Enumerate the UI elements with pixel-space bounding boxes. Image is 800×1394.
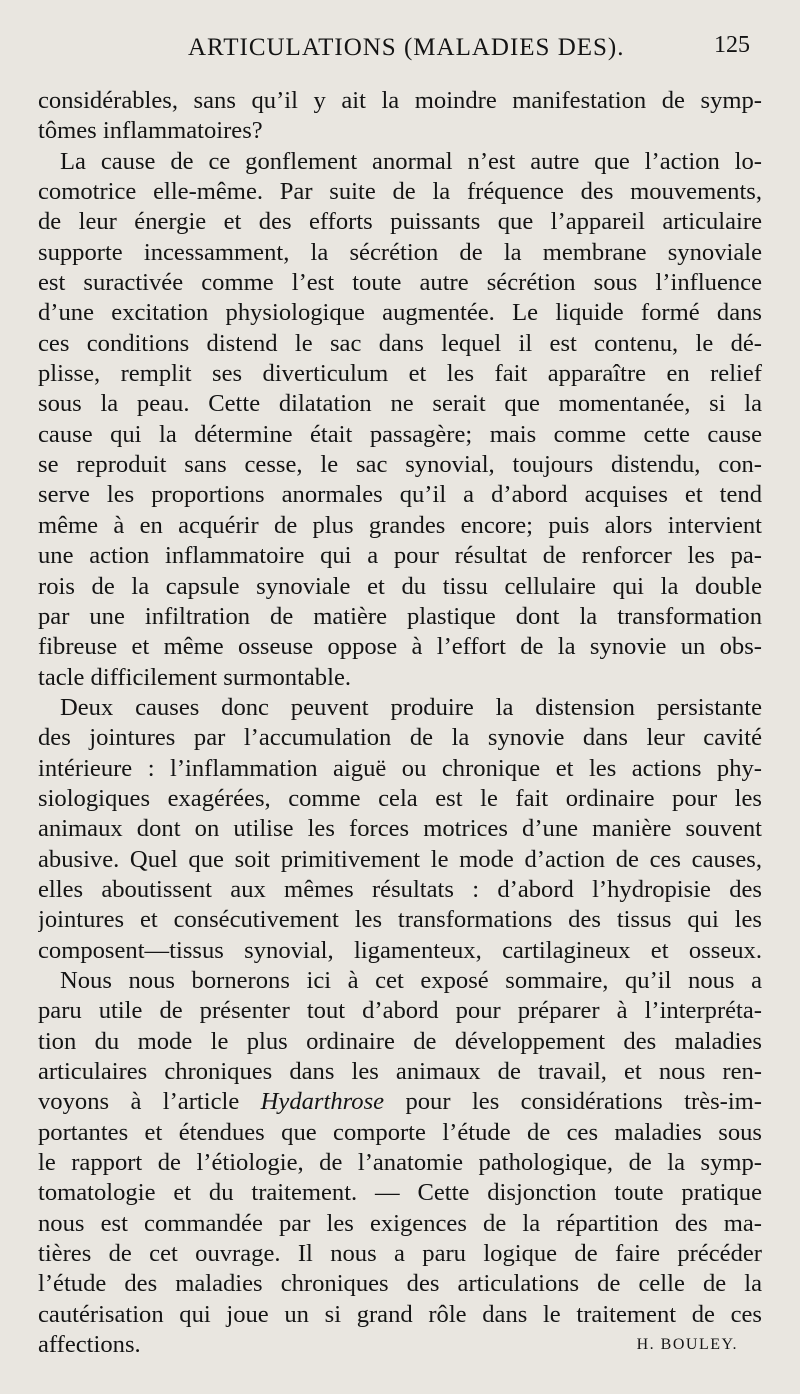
- text-line: abusive. Quel que soit primitivement le mode d’action de ces causes,: [38, 845, 762, 873]
- text-line: composent—tissus synovial, ligamenteux, cartilagineux et osseux.: [38, 936, 762, 964]
- text-line: se reproduit sans cesse, le sac synovial, toujours distendu, con-: [38, 451, 762, 479]
- text-line: siologiques exagérées, comme cela est le fait ordinaire pour les: [38, 784, 762, 812]
- text-line-with-italic: [38, 1087, 762, 1117]
- paragraph-start-line: La cause de ce gonflement anormal n’est autre que l’action lo-: [60, 147, 762, 175]
- page-header: [38, 30, 762, 78]
- text-line: une action inflammatoire qui a pour résultat de renforcer les pa-: [38, 542, 762, 570]
- text-line: considérables, sans qu’il y ait la moindre manifestation de symp-: [38, 87, 762, 114]
- text-line: tômes inflammatoires?: [38, 117, 263, 145]
- final-text: affections.: [38, 1331, 141, 1359]
- text-line: articulaires chroniques dans les animaux de travail, et nous ren-: [38, 1058, 762, 1085]
- text-line: comotrice elle-même. Par suite de la fréquence des mouvements,: [38, 178, 762, 206]
- text-line: tomatologie et du traitement. — Cette disjonction toute pratique: [38, 1179, 762, 1207]
- text-line: est suractivée comme l’est toute autre sécrétion sous l’influence: [38, 269, 762, 297]
- text-line: intérieure : l’inflammation aiguë ou chronique et les actions phy-: [38, 754, 762, 782]
- text-line: jointures et consécutivement les transformations des tissus qui les: [38, 906, 762, 934]
- text-line: sous la peau. Cette dilatation ne serait que momentanée, si la: [38, 390, 762, 418]
- text-line: portantes et étendues que comporte l’étude de ces maladies sous: [38, 1118, 762, 1146]
- text-line: tion du mode le plus ordinaire de développement des maladies: [38, 1027, 762, 1055]
- paragraph-start-line: Deux causes donc peuvent produire la distension persistante: [60, 693, 762, 721]
- text-line: plisse, remplit ses diverticulum et les fait apparaître en relief: [38, 360, 762, 388]
- text-line: rois de la capsule synoviale et du tissu cellulaire qui la double: [38, 572, 762, 600]
- text-line: ces conditions distend le sac dans lequel il est contenu, le dé-: [38, 329, 762, 357]
- text-line: supporte incessamment, la sécrétion de la membrane synoviale: [38, 238, 762, 266]
- text-line: tières de cet ouvrage. Il nous a paru logique de faire précéder: [38, 1240, 762, 1268]
- text-line: l’étude des maladies chroniques des articulations de celle de la: [38, 1270, 762, 1298]
- text-line: de leur énergie et des efforts puissants que l’appareil articulaire: [38, 208, 762, 236]
- text-line: fibreuse et même osseuse oppose à l’effort de la synovie un obs-: [38, 633, 762, 661]
- text-line: serve les proportions anormales qu’il a d’abord acquises et tend: [38, 481, 762, 509]
- text-line: elles aboutissent aux mêmes résultats : d’abord l’hydropisie des: [38, 875, 762, 903]
- body-text: [38, 86, 762, 1360]
- text-line: cause qui la détermine était passagère; mais comme cette cause: [38, 420, 762, 448]
- text-line: par une infiltration de matière plastique dont la transformation: [38, 602, 762, 630]
- page-number: 125: [714, 32, 750, 58]
- text-segment: pour les considérations très-im-: [384, 1088, 762, 1116]
- text-line: même à en acquérir de plus grandes encore; puis alors intervient: [38, 511, 762, 539]
- text-line: paru utile de présenter tout d’abord pour préparer à l’interpréta-: [38, 997, 762, 1025]
- text-line: cautérisation qui joue un si grand rôle dans le traitement de ces: [38, 1300, 762, 1328]
- paragraph-start-line: Nous nous bornerons ici à cet exposé sommaire, qu’il nous a: [60, 966, 762, 994]
- text-segment: voyons à l’article: [38, 1088, 261, 1116]
- text-line: le rapport de l’étiologie, de l’anatomie pathologique, de la symp-: [38, 1149, 762, 1177]
- author-signature: H. BOULEY.: [636, 1336, 738, 1354]
- text-line: animaux dont on utilise les forces motrices d’une manière souvent: [38, 815, 762, 843]
- text-line: des jointures par l’accumulation de la synovie dans leur cavité: [38, 724, 762, 752]
- text-line: tacle difficilement surmontable.: [38, 663, 352, 691]
- text-line: nous est commandée par les exigences de la répartition des ma-: [38, 1209, 762, 1237]
- text-line: d’une excitation physiologique augmentée. Le liquide formé dans: [38, 299, 762, 327]
- closing-line: [38, 1330, 762, 1360]
- italic-term: Hydarthrose: [260, 1088, 385, 1116]
- running-title: ARTICULATIONS (MALADIES DES).: [188, 34, 625, 61]
